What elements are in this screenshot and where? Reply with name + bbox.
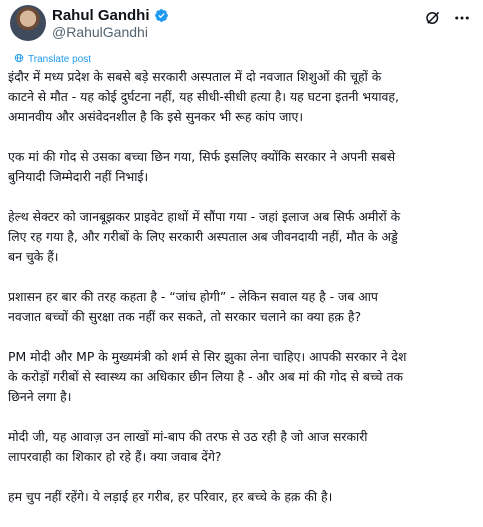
globe-icon — [14, 53, 24, 66]
post-paragraph: इंदौर में मध्य प्रदेश के सबसे बड़े सरकारी अस्पताल में दो नवजात शिशुओं की चूहों के काटने से मौत - यह कोई दुर्घटना नहीं, यह सीधी-सीधी हत्या है। यह घटना इतनी भयावह, अमानवीय और असंवेदनशील है कि इसे सुनकर भी रूह कांप जाए। — [8, 69, 399, 124]
post-paragraph: हम चुप नहीं रहेंगे। ये लड़ाई हर गरीब, हर परिवार, हर बच्चे के हक़ की है। — [8, 489, 333, 504]
post-paragraph: हेल्थ सेक्टर को जानबूझकर प्राइवेट हाथों में सौंपा गया - जहां इलाज अब सिर्फ अमीरों के लिए रह गया है, और गरीबों के लिए सरकारी अस्पताल अब जीवनदायी नहीं, मौत के अड्डे बन चुके हैं। — [8, 209, 401, 264]
author-display-name[interactable]: Rahul Gandhi — [52, 7, 150, 24]
post-paragraph: एक मां की गोद से उसका बच्चा छिन गया, सिर्फ इसलिए क्योंकि सरकार ने अपनी सबसे बुनियादी जिम्मेदारी नहीं निभाई। — [8, 149, 396, 184]
post-paragraph: मोदी जी, यह आवाज़ उन लाखों मां-बाप की तरफ से उठ रही है जो आज सरकारी लापरवाही का शिकार हो रहे हैं। क्या जवाब देंगे? — [8, 429, 368, 464]
more-options-icon[interactable] — [452, 8, 472, 28]
post-text — [8, 67, 478, 527]
post-paragraph: PM मोदी और MP के मुख्यमंत्री को शर्म से सिर झुका लेना चाहिए। आपकी सरकार ने देश के करोड़ों गरीबों से स्वास्थ्य का अधिकार छीन लिया है - और अब मां की गोद से बच्चे तक छिनने लगा है। — [8, 349, 407, 404]
author-name-row — [52, 7, 169, 24]
grok-icon[interactable] — [423, 8, 443, 28]
translate-post-link[interactable] — [14, 53, 91, 66]
author-handle[interactable]: @RahulGandhi — [52, 24, 148, 40]
post-header — [0, 0, 483, 50]
verified-badge-icon — [154, 8, 169, 23]
avatar[interactable] — [10, 5, 46, 41]
post-paragraph: प्रशासन हर बार की तरह कहता है - “जांच होगी” - लेकिन सवाल यह है - जब आप नवजात बच्चों की सुरक्षा तक नहीं कर सकते, तो सरकार चलाने का क्या हक़ है? — [8, 289, 378, 324]
translate-post-label: Translate post — [28, 54, 91, 65]
